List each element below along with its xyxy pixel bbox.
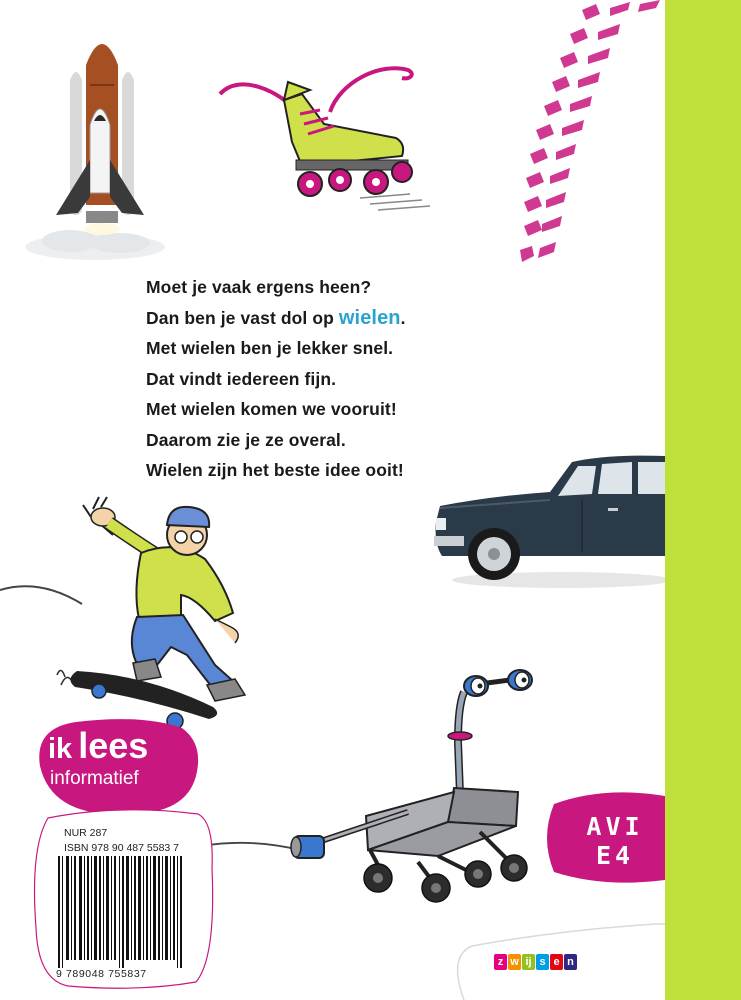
series-logo-subtitle: informatief	[50, 768, 139, 789]
poem-highlight-word: wielen	[338, 306, 401, 329]
nur-code: NUR 287	[64, 827, 108, 839]
avi-level: E4	[595, 841, 635, 870]
isbn-number: ISBN 978 90 487 5583 7	[64, 842, 180, 854]
poem-line-3: Met wielen ben je lekker snel.	[146, 338, 394, 358]
publisher-letter-w: w	[508, 954, 521, 970]
avi-level-text	[560, 812, 670, 870]
space-shuttle-image	[20, 25, 170, 260]
publisher-letter-s: s	[536, 954, 549, 970]
poem-text	[146, 272, 406, 486]
poem-line-1: Moet je vaak ergens heen?	[146, 277, 372, 297]
classic-car-image	[432, 452, 665, 592]
series-logo-title	[48, 724, 148, 771]
barcode-number: 9 789048 755837	[56, 968, 147, 980]
series-logo-word: lees	[78, 725, 149, 766]
skateboarder-illustration	[55, 495, 270, 740]
roller-skate-illustration	[210, 52, 440, 212]
publisher-letter-ij: ij	[522, 954, 535, 970]
publisher-logo	[494, 952, 578, 974]
avi-label: AVI	[586, 812, 644, 841]
poem-line-2-start: Dan ben je vast dol op	[146, 307, 339, 328]
poem-line-2-end: .	[400, 307, 406, 328]
poem-line-4: Dat vindt iedereen fijn.	[146, 368, 337, 389]
publisher-letter-n: n	[564, 954, 577, 970]
series-logo-prefix: ik	[48, 733, 73, 765]
publisher-letter-z: z	[494, 954, 507, 970]
poem-line-2	[146, 303, 406, 334]
publisher-letter-e: e	[550, 954, 563, 970]
tire-track-print	[510, 0, 670, 270]
green-spine-strip	[665, 0, 741, 1000]
book-info	[64, 826, 179, 856]
poem-line-6: Daarom zie je ze overal.	[146, 429, 346, 450]
poem-line-5: Met wielen komen we vooruit!	[146, 399, 397, 419]
rover-robot-illustration	[288, 662, 538, 912]
poem-line-7: Wielen zijn het beste idee ooit!	[146, 460, 404, 480]
